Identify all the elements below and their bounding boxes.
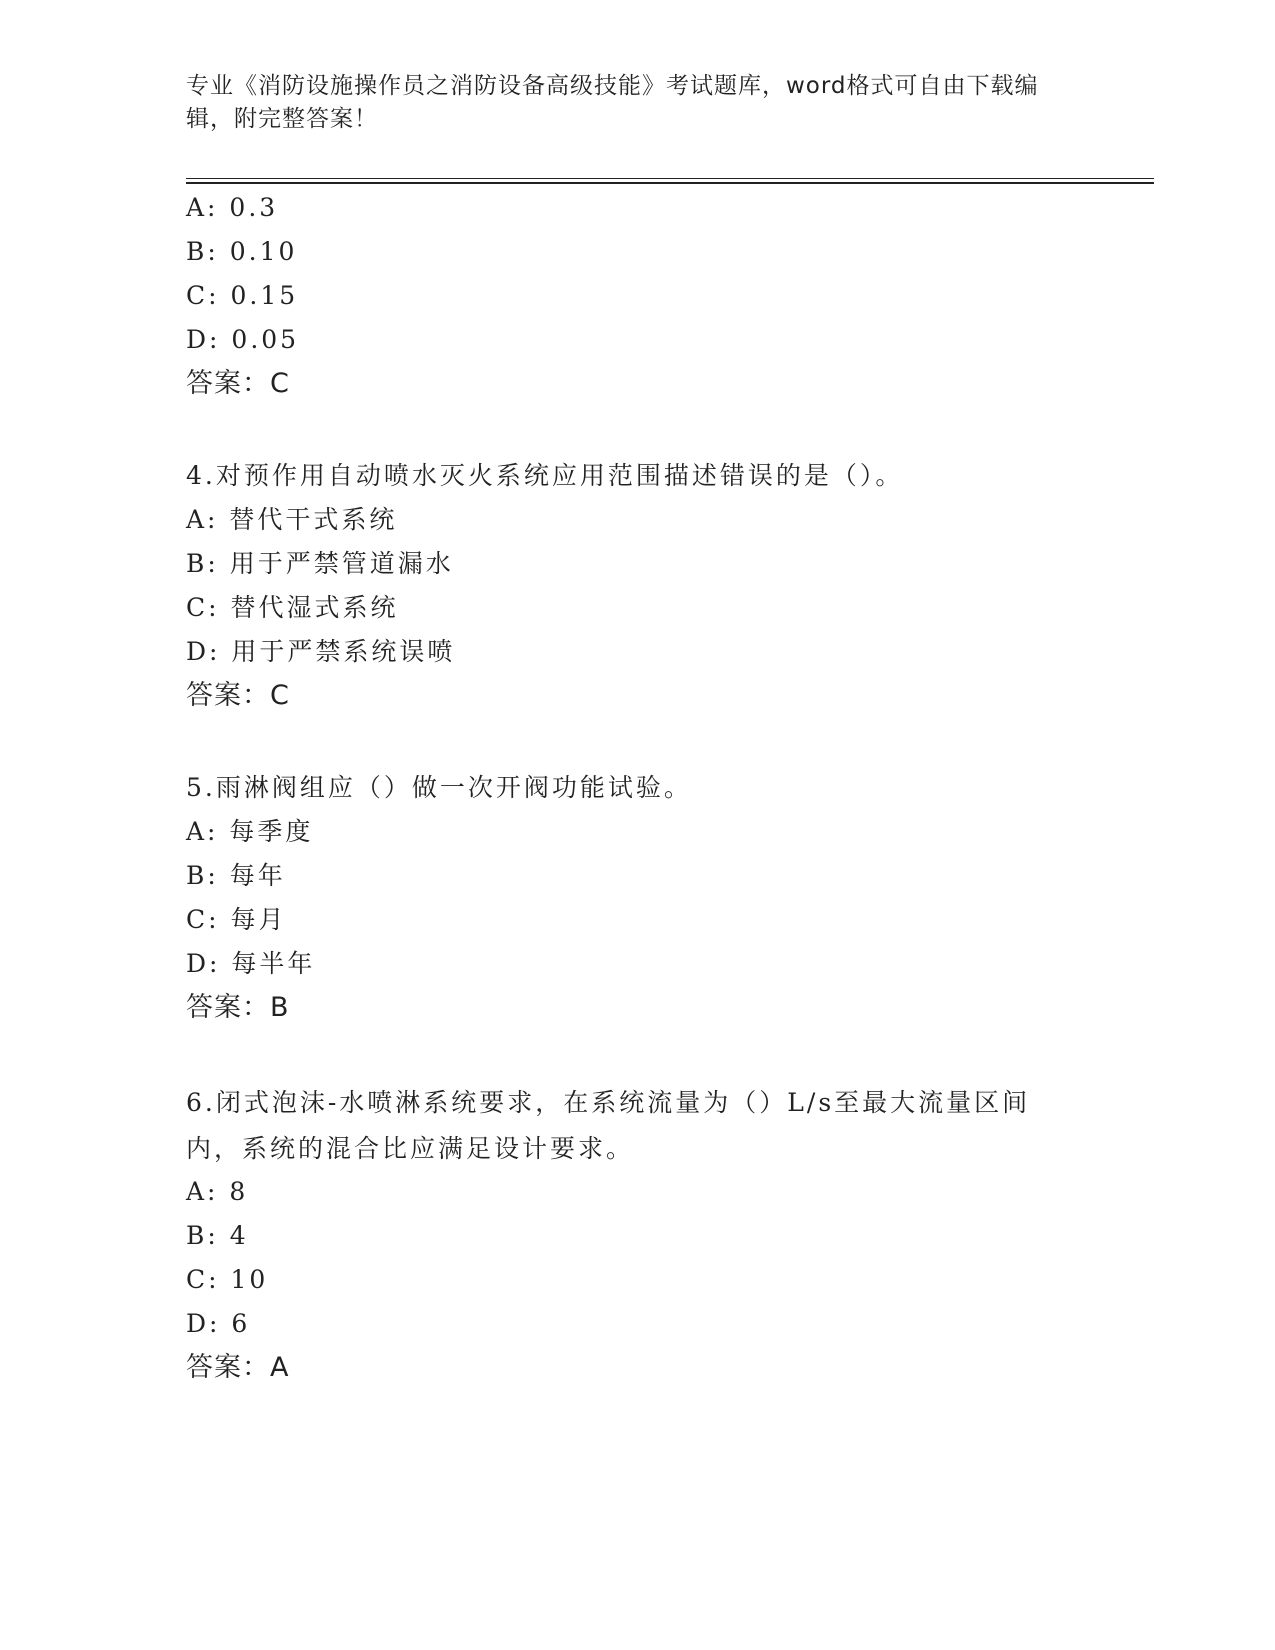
q3-answer: 答案：C [186, 368, 290, 399]
q3-option-b: B: 0.10 [186, 237, 298, 266]
q3-option-c: C: 0.15 [186, 281, 299, 310]
document-header: 专业《消防设施操作员之消防设备高级技能》考试题库，word格式可自由下载编辑，附完整答案！ [186, 73, 1039, 132]
header-rule-thick [186, 182, 1154, 184]
q4-option-d: D: 用于严禁系统误喷 [186, 637, 456, 666]
q3-option-a: A: 0.3 [186, 193, 279, 222]
q5-option-d: D: 每半年 [186, 949, 316, 978]
q6-option-d: D: 6 [186, 1309, 251, 1338]
q4-option-b: B: 用于严禁管道漏水 [186, 549, 454, 578]
q3-option-d: D: 0.05 [186, 325, 300, 354]
q4-option-c: C: 替代湿式系统 [186, 593, 399, 622]
q4-answer: 答案：C [186, 680, 290, 711]
q5-option-b: B: 每年 [186, 861, 286, 890]
q6-option-c: C: 10 [186, 1265, 269, 1294]
q5-option-c: C: 每月 [186, 905, 287, 934]
q6-stem: 6.闭式泡沫-水喷淋系统要求，在系统流量为（）L/s至最大流量区间内，系统的混合比应满足设计要求。 [186, 1088, 1031, 1163]
q4-stem: 4.对预作用自动喷水灭火系统应用范围描述错误的是（）。 [186, 461, 904, 490]
q6-answer: 答案：A [186, 1352, 290, 1383]
header-rule-thin [186, 178, 1154, 179]
q4-option-a: A: 替代干式系统 [186, 505, 398, 534]
q6-option-a: A: 8 [186, 1177, 249, 1206]
q6-option-b: B: 4 [186, 1221, 249, 1250]
q5-answer: 答案：B [186, 992, 290, 1023]
q5-option-a: A: 每季度 [186, 817, 314, 846]
q5-stem: 5.雨淋阀组应（）做一次开阀功能试验。 [186, 773, 692, 802]
